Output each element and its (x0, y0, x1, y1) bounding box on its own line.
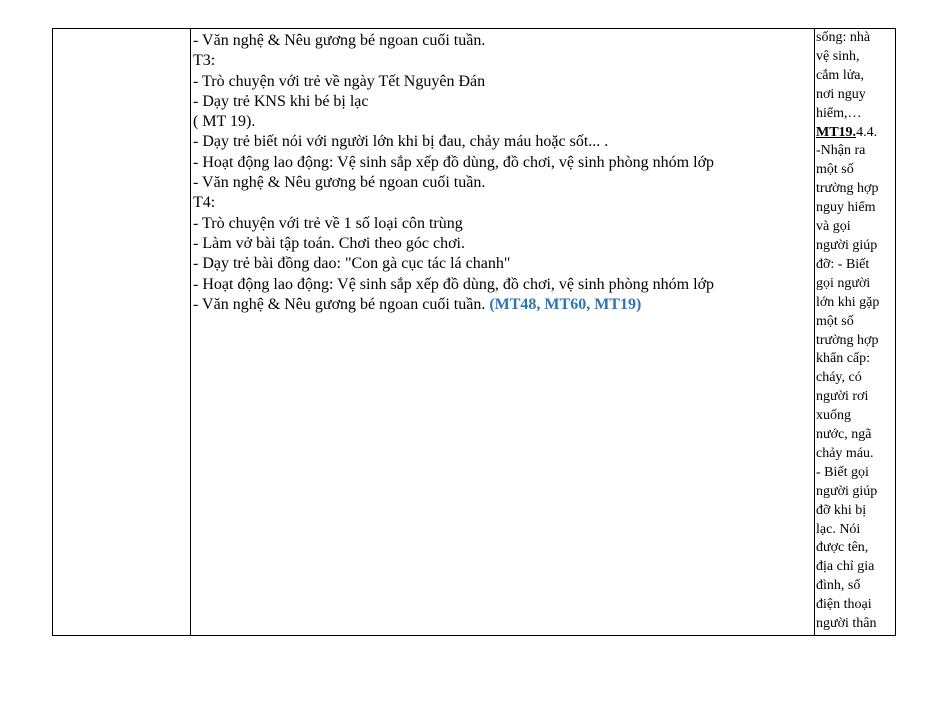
goal-line: sống: nhà (816, 30, 871, 45)
goals-cell (815, 29, 896, 636)
goal-line: xuống (816, 408, 851, 424)
goal-codes-highlight: (MT48, MT60, MT19) (489, 295, 642, 313)
goal-line: nguy hiểm (816, 200, 876, 216)
goal-line: gọi người (816, 275, 871, 291)
goal-code: MT19. (816, 124, 857, 140)
day-label: T3: (193, 52, 216, 70)
goal-line: - Biết gọi (816, 464, 869, 480)
goal-code-line (816, 124, 895, 143)
goal-line: lạc. Nói (816, 521, 861, 537)
activity-line: - Văn nghệ & Nêu gương bé ngoan cuối tuần. (193, 32, 486, 49)
goal-line: trường hợp (816, 181, 879, 197)
goal-line: người thân (816, 616, 877, 632)
activity-line: - Trò chuyện với trẻ về 1 số loại côn trùng (193, 214, 463, 232)
table-row (53, 29, 896, 636)
activity-line: - Hoạt động lao động: Vệ sinh sắp xếp đồ dùng, đồ chơi, vệ sinh phòng nhóm lớp (193, 275, 715, 293)
goal-line: nước, ngã (816, 427, 872, 443)
goal-line: khẩn cấp: (816, 351, 871, 367)
goal-line: vệ sinh, (816, 48, 860, 64)
goal-line: một số (816, 162, 854, 178)
goal-line: người rơi (816, 389, 869, 405)
goal-line: đỡ: - Biết (816, 256, 870, 272)
goal-line: đình, số (816, 578, 861, 594)
goal-line: chảy máu. (816, 445, 874, 461)
activity-line: - Hoạt động lao động: Vệ sinh sắp xếp đồ dùng, đồ chơi, vệ sinh phòng nhóm lớp (193, 153, 715, 171)
goal-line: cắm lửa, (816, 67, 865, 83)
goal-line: và gọi (816, 219, 851, 235)
goal-line: đỡ khi bị (816, 502, 867, 518)
goal-line: nơi nguy (816, 86, 866, 102)
activity-line: - Dạy trẻ bài đồng dao: "Con gà cục tác lá chanh" (193, 255, 511, 273)
goal-line: lớn khi gặp (816, 294, 880, 310)
goal-code-suffix: 4.4. (856, 124, 878, 140)
goal-line: một số (816, 313, 854, 329)
activity-line: - Văn nghệ & Nêu gương bé ngoan cuối tuần. (193, 174, 486, 192)
activity-line: - Làm vở bài tập toán. Chơi theo góc chơi. (193, 234, 465, 252)
goal-line: hiểm,… (816, 105, 862, 121)
goal-line: cháy, có (816, 370, 862, 386)
activity-line: - Trò chuyện với trẻ về ngày Tết Nguyên Đán (193, 72, 486, 90)
goal-line: điện thoại (816, 597, 872, 613)
goal-line: người giúp (816, 483, 878, 499)
plan-table (52, 28, 896, 636)
activity-line: ( MT 19). (193, 113, 256, 131)
activity-line: - Dạy trẻ KNS khi bé bị lạc (193, 92, 369, 110)
goal-line: được tên, (816, 540, 869, 556)
goal-line: -Nhận ra (816, 143, 866, 159)
goal-line: địa chỉ gia (816, 559, 875, 575)
activity-text: - Văn nghệ & Nêu gương bé ngoan cuối tuần. (193, 295, 486, 313)
goal-line: trường hợp (816, 332, 879, 348)
activity-cell (191, 29, 815, 636)
activity-line: - Dạy trẻ biết nói với người lớn khi bị đau, chảy máu hoặc sốt... . (193, 133, 609, 151)
empty-cell (53, 29, 191, 636)
goal-line: người giúp (816, 237, 878, 253)
activity-line-last (193, 295, 814, 315)
day-label: T4: (193, 194, 216, 212)
